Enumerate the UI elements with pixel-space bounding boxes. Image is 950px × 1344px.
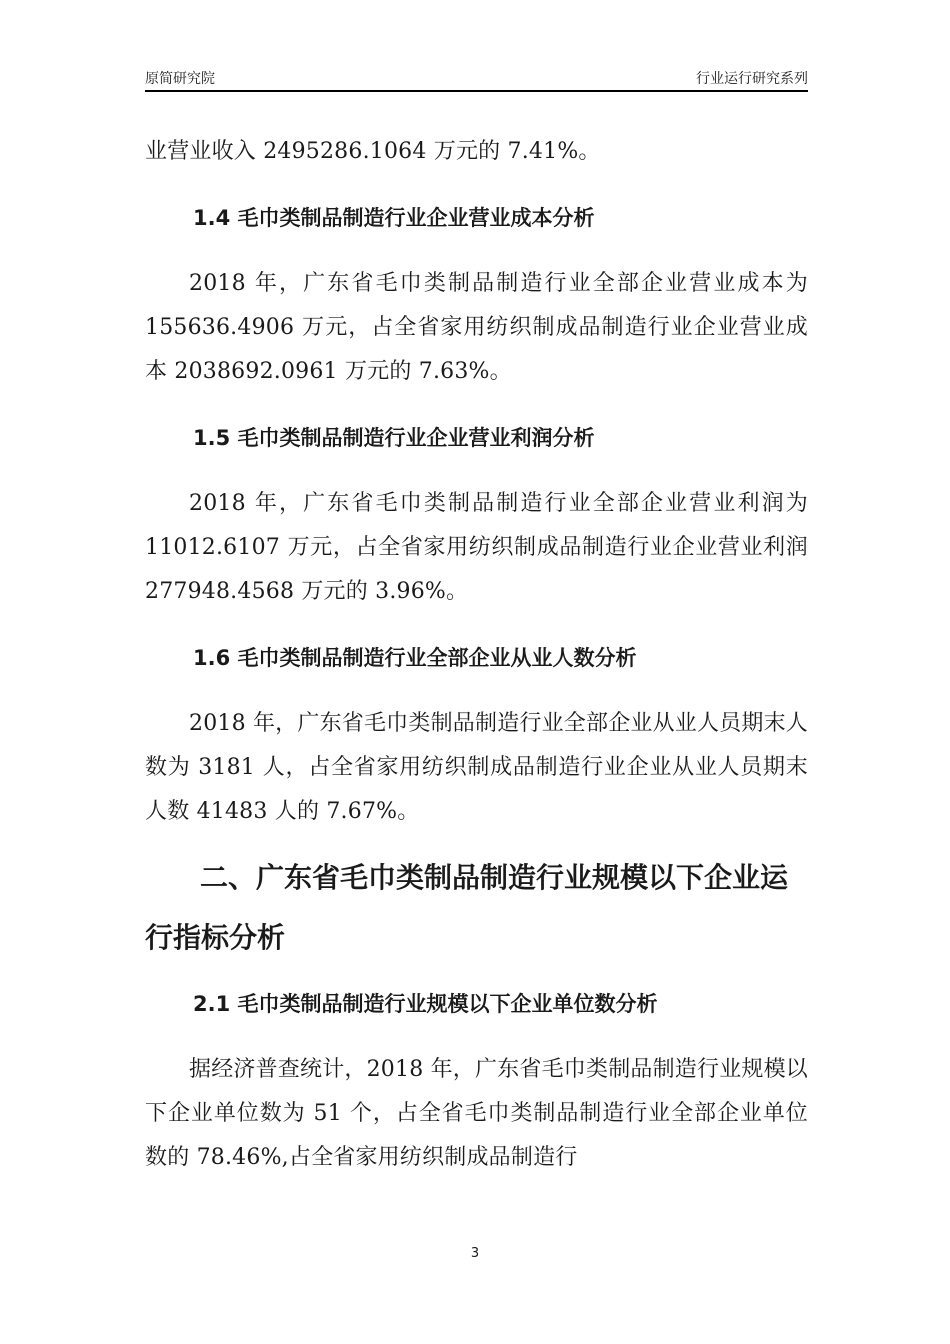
page-number: 3	[470, 1246, 480, 1261]
paragraph: 2018 年，广东省毛巾类制品制造行业全部企业营业成本为 155636.4906 万元，占全省家用纺织制成品制造行业企业营业成本 2038692.0961 万元的 7.63%。	[145, 271, 808, 384]
section-heading-1-4: 1.4 毛巾类制品制造行业企业营业成本分析	[193, 206, 595, 230]
header-series: 行业运行研究系列	[696, 71, 808, 87]
paragraph: 据经济普查统计，2018 年，广东省毛巾类制品制造行业规模以下企业单位数为 51 个，占全省毛巾类制品制造行业全部企业单位数的 78.46%,占全省家用纺织制成品制造行	[145, 1057, 808, 1170]
page-header	[145, 66, 808, 92]
header-org: 原简研究院	[145, 71, 215, 87]
paragraph: 2018 年，广东省毛巾类制品制造行业全部企业营业利润为 11012.6107 万元，占全省家用纺织制成品制造行业企业营业利润 277948.4568 万元的 3.96%。	[145, 491, 808, 604]
section-heading-1-5: 1.5 毛巾类制品制造行业企业营业利润分析	[193, 426, 595, 450]
paragraph: 2018 年，广东省毛巾类制品制造行业全部企业从业人员期末人数为 3181 人，占全省家用纺织制成品制造行业企业从业人员期末人数 41483 人的 7.67%。	[145, 711, 808, 824]
page-body	[145, 128, 808, 1180]
section-heading-2-1: 2.1 毛巾类制品制造行业规模以下企业单位数分析	[193, 992, 658, 1016]
section-heading-1-6: 1.6 毛巾类制品制造行业全部企业从业人数分析	[193, 646, 637, 670]
chapter-heading-2: 二、广东省毛巾类制品制造行业规模以下企业运行指标分析	[145, 861, 789, 954]
paragraph: 业营业收入 2495286.1064 万元的 7.41%。	[145, 139, 601, 164]
